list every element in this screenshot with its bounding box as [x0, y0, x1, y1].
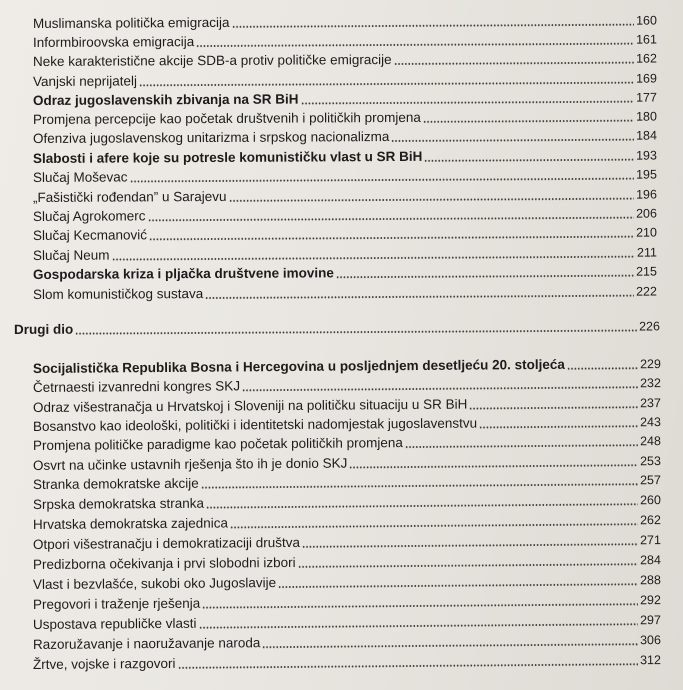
dot-leader — [178, 663, 639, 669]
toc-entry-page-number: 193 — [636, 148, 657, 163]
toc-entry-page-number: 180 — [636, 109, 657, 124]
toc-entry-title: Vanjski neprijatelj — [32, 73, 138, 90]
toc-entry-page-number: 184 — [636, 128, 657, 143]
toc-entry-page-number: 215 — [636, 264, 657, 279]
toc-entry-title: Drugi dio — [13, 321, 74, 338]
dot-leader — [423, 120, 634, 123]
toc-entry-page-number: 169 — [636, 71, 657, 86]
toc-entry-title: Slučaj Neum — [32, 247, 110, 264]
dot-leader — [424, 159, 634, 162]
toc-entry-title: Slabosti i afere koje su potresle komunističku vlast u SR BiH — [32, 148, 423, 167]
dot-leader — [479, 425, 638, 428]
toc-entry — [33, 280, 657, 303]
dot-leader — [130, 178, 635, 183]
toc-entry-page-number: 210 — [636, 225, 657, 240]
toc-entry-page-number: 243 — [640, 415, 661, 430]
toc-entry-page-number: 253 — [640, 454, 661, 469]
toc-entry-page-number: 229 — [640, 357, 661, 372]
dot-leader — [567, 367, 638, 370]
toc-entry-page-number: 306 — [640, 633, 661, 648]
toc-entry-title: Bosanstvo kao ideološki, politički i identitetski nadomjestak jugoslavenstvu — [32, 415, 478, 435]
toc-entry-page-number: 271 — [640, 533, 661, 548]
dot-leader — [336, 275, 634, 279]
toc-entry-title: Ofenziva jugoslavenskog unitarizma i srpskog nacionalizma — [32, 129, 390, 147]
toc-entry-title: Informbiroovska emigracija — [32, 34, 195, 51]
toc-entry-page-number: 292 — [640, 593, 661, 608]
dot-leader — [302, 543, 638, 548]
toc-entry-title: Slučaj Agrokomerc — [32, 208, 146, 225]
toc-entry-page-number: 161 — [636, 32, 657, 47]
dot-leader — [149, 236, 634, 241]
toc-entry-title: Uspostava republičke vlasti — [32, 615, 197, 633]
toc-entry-title: Neke karakteristične akcije SDB-a protiv političke emigracije — [32, 51, 392, 70]
toc-entry-title: Slučaj Moševac — [32, 169, 128, 186]
toc-entry-page-number: 297 — [640, 613, 661, 628]
toc-entry-page-number: 260 — [640, 493, 661, 508]
toc-entry-title: Stranka demokratske akcije — [32, 475, 199, 493]
toc-entry-page-number: 222 — [636, 284, 657, 299]
toc-entry-page-number: 257 — [640, 473, 661, 488]
dot-leader — [394, 62, 635, 65]
dot-leader — [242, 386, 638, 391]
toc-entry-page-number: 248 — [640, 434, 661, 449]
toc-entry-page-number: 195 — [636, 167, 657, 182]
dot-leader — [405, 444, 638, 448]
toc-entry-title: Muslimanska politička emigracija — [32, 14, 230, 32]
toc-entry-title: Odraz jugoslavenskih zbivanja na SR BiH — [32, 91, 299, 109]
toc-entry-page-number: 211 — [636, 245, 657, 260]
toc-entry-title: Promjena percepcije kao početak društvenih i političkih promjena — [32, 109, 421, 128]
toc-entry-title: Srpska demokratska stranka — [32, 495, 205, 513]
toc-entry-page-number: 196 — [636, 187, 657, 202]
toc-entry-page-number: 288 — [640, 573, 661, 588]
toc-entry-title: „Fašistički rođendan” u Sarajevu — [32, 188, 227, 206]
toc-entry-title: Žrtve, vojske i razgovori — [32, 655, 176, 673]
toc-entry-title: Hrvatska demokratska zajednica — [32, 515, 229, 533]
toc-entry — [33, 648, 661, 673]
toc-entry-page-number: 160 — [636, 13, 657, 28]
dot-leader — [230, 523, 638, 528]
toc-entry-page-number: 206 — [636, 206, 657, 221]
toc-entry-title: Gospodarska kriza i pljačka društvene imovine — [32, 265, 334, 283]
toc-entry-page-number: 177 — [636, 90, 657, 105]
toc-entry-title: Predizborna očekivanja i prvi slobodni izbori — [32, 554, 296, 573]
toc-entry-title: Odraz višestranačja u Hrvatskoj i Sloveniji na političku situaciju u SR BiH — [32, 396, 468, 416]
toc-entry-page-number: 162 — [636, 51, 657, 66]
dot-leader — [278, 583, 638, 588]
toc-entry-page-number: 284 — [640, 553, 661, 568]
toc-entry-page-number: 226 — [639, 319, 660, 334]
toc-entry — [14, 314, 660, 338]
dot-leader — [75, 330, 637, 335]
toc-entry-page-number: 232 — [640, 376, 661, 391]
toc-entry-page-number: 262 — [640, 513, 661, 528]
dot-leader — [262, 643, 638, 648]
toc-entry-title: Četrnaesti izvanredni kongres SKJ — [32, 378, 241, 396]
toc-entry-title: Slom komunističkog sustava — [32, 286, 204, 303]
toc-entry-title: Slučaj Kecmanović — [32, 227, 148, 244]
dot-leader — [391, 139, 634, 142]
toc-entry-title: Otpori višestranačju i demokratizaciji društva — [32, 534, 301, 553]
toc-entry-title: Vlast i bezvlašće, sukobi oko Jugoslavije — [32, 575, 277, 593]
toc-entry-title: Socijalistička Republika Bosna i Hercegovina u posljednjem desetljeću 20. stoljeća — [32, 356, 565, 377]
toc-entry-page-number: 312 — [640, 653, 661, 668]
toc-entry-title: Osvrt na učinke ustavnih rješenja što ih je donio SKJ — [32, 455, 348, 474]
dot-leader — [298, 563, 639, 568]
toc-entry-title: Promjena političke paradigme kao početak političkih promjena — [32, 435, 403, 454]
toc-entry-title: Razoružavanje i naoružavanje naroda — [32, 635, 261, 653]
dot-leader — [205, 295, 634, 299]
toc-entry-title: Pregovori i traženje rješenja — [32, 595, 201, 613]
toc-entry-page-number: 237 — [640, 396, 661, 411]
dot-leader — [469, 406, 638, 409]
